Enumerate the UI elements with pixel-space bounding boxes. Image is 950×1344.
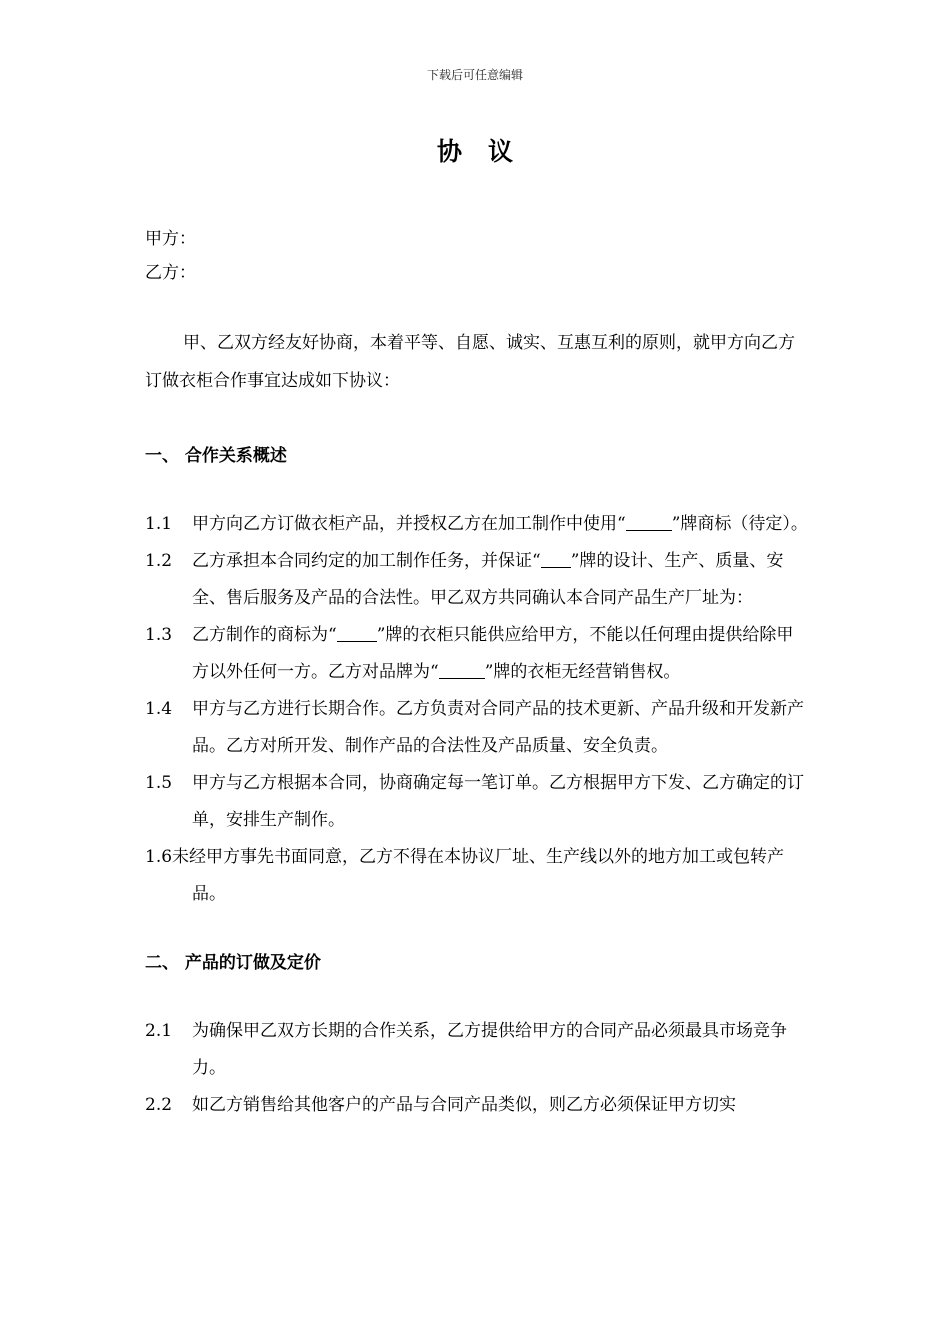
fill-in-blank <box>337 623 377 642</box>
clause-text: 如乙方销售给其他客户的产品与合同产品类似，则乙方必须保证甲方切实 <box>192 1095 736 1115</box>
fill-in-blank <box>626 512 672 531</box>
clause-text: 甲方向乙方订做衣柜产品，并授权乙方在加工制作中使用“ <box>192 514 626 534</box>
fill-in-blank <box>439 660 485 679</box>
intro-paragraph: 甲、乙双方经友好协商，本着平等、自愿、诚实、互惠互利的原则，就甲方向乙方订做衣柜合作事宜达成如下协议： <box>145 333 795 391</box>
clause-number: 1.2 <box>145 551 173 571</box>
clause-1-5 <box>145 765 810 839</box>
document-body <box>145 222 810 1124</box>
party-b-line: 乙方： <box>145 263 196 283</box>
document-title: 协议 <box>436 137 539 166</box>
clause-1-4 <box>145 691 810 765</box>
clause-number: 1.1 <box>145 514 173 534</box>
fill-in-blank <box>541 549 571 568</box>
clause-text: ”牌的衣柜只能供应给甲方，不能以任何理由提供给除甲方以外任何一方。乙方对品牌为“ <box>192 625 794 682</box>
clause-1-1 <box>145 506 810 543</box>
clause-number: 1.4 <box>145 699 173 719</box>
header-note: 下载后可任意编辑 <box>426 68 523 82</box>
clause-1-3 <box>145 617 810 691</box>
clause-text: 甲方与乙方进行长期合作。乙方负责对合同产品的技术更新、产品升级和开发新产品。乙方对所开发、制作产品的合法性及产品质量、安全负责。 <box>192 699 804 756</box>
clause-1-2 <box>145 543 810 617</box>
clause-text: 乙方制作的商标为“ <box>192 625 337 645</box>
clause-text: 甲方与乙方根据本合同，协商确定每一笔订单。乙方根据甲方下发、乙方确定的订单，安排生产制作。 <box>192 773 804 830</box>
clause-number: 1.3 <box>145 625 173 645</box>
section-heading-1: 一、 合作关系概述 <box>145 446 287 466</box>
clause-1-6 <box>145 839 810 913</box>
clause-text: ”牌的衣柜无经营销售权。 <box>484 662 681 682</box>
clause-number: 2.2 <box>145 1095 173 1115</box>
party-a-line: 甲方： <box>145 229 196 249</box>
clause-2-1 <box>145 1013 810 1087</box>
clause-number: 2.1 <box>145 1021 173 1041</box>
clause-text: 乙方承担本合同约定的加工制作任务，并保证“ <box>192 551 541 571</box>
clause-text: 为确保甲乙双方长期的合作关系，乙方提供给甲方的合同产品必须最具市场竞争力。 <box>192 1021 787 1078</box>
clause-text: ”牌的设计、生产、质量、安全、售后服务及产品的合法性。甲乙双方共同确认本合同产品生产厂址为： <box>192 551 784 608</box>
clause-text: ”牌商标（待定）。 <box>671 514 808 534</box>
clause-2-2 <box>145 1087 810 1124</box>
clause-text: 未经甲方事先书面同意，乙方不得在本协议厂址、生产线以外的地方加工或包转产品。 <box>172 847 784 904</box>
clause-number: 1.6 <box>145 847 173 867</box>
section-heading-2: 二、 产品的订做及定价 <box>145 953 321 973</box>
clause-number: 1.5 <box>145 773 173 793</box>
